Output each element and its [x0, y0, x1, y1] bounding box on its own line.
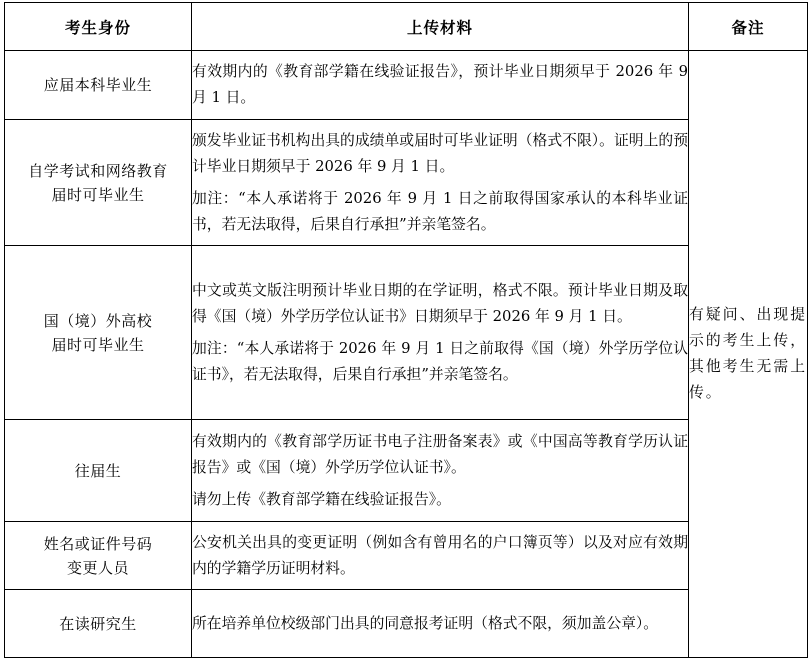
identity-cell — [5, 420, 192, 522]
table-row — [5, 420, 808, 522]
materials-cell — [192, 590, 689, 658]
identity-line: 自学考试和网络教育 — [28, 161, 168, 180]
header-row — [5, 3, 808, 51]
table-row — [5, 246, 808, 420]
identity-line: 应届本科毕业生 — [43, 76, 153, 94]
remark-text: 有疑问、出现提示的考生上传，其他考生无需上传。 — [689, 306, 807, 401]
identity-cell — [5, 522, 192, 590]
header-identity: 考生身份 — [5, 3, 192, 51]
materials-paragraph: 有效期内的《教育部学籍在线验证报告》，预计毕业日期须早于 2026 年 9 月 1 日。 — [192, 63, 688, 106]
materials-paragraph: 所在培养单位校级部门出具的同意报考证明（格式不限，须加盖公章）。 — [192, 614, 659, 632]
materials-note: 请勿上传《教育部学籍在线验证报告》。 — [192, 490, 451, 508]
table-row — [5, 522, 808, 590]
identity-cell — [5, 590, 192, 658]
materials-paragraph: 有效期内的《教育部学历证书电子注册备案表》或《中国高等教育学历认证报告》或《国（境）外学历学位认证书》。 — [192, 432, 688, 476]
identity-line: 届时可毕业生 — [51, 185, 145, 204]
identity-line: 姓名或证件号码 — [43, 534, 153, 553]
identity-line: 在读研究生 — [59, 614, 137, 633]
header-materials: 上传材料 — [192, 3, 689, 51]
table-row — [5, 51, 808, 120]
identity-line: 变更人员 — [66, 558, 129, 577]
table-row — [5, 590, 808, 658]
materials-cell — [192, 120, 689, 246]
identity-line: 国（境）外高校 — [43, 311, 153, 330]
materials-note: 加注：“本人承诺将于 2026 年 9 月 1 日之前取得《国（境）外学历学位认证书》，若无法取得，后果自行承担”并亲笔签名。 — [192, 339, 688, 383]
identity-cell — [5, 51, 192, 120]
upload-materials-table — [4, 2, 808, 658]
materials-paragraph: 公安机关出具的变更证明（例如含有曾用名的户口簿页等）以及对应有效期内的学籍学历证明材料。 — [192, 533, 688, 577]
materials-cell — [192, 420, 689, 522]
remark-cell — [689, 51, 808, 658]
materials-cell — [192, 51, 689, 120]
materials-cell — [192, 246, 689, 420]
materials-paragraph: 中文或英文版注明预计毕业日期的在学证明，格式不限。预计毕业日期及取得《国（境）外学历学位认证书》日期须早于 2026 年 9 月 1 日。 — [192, 281, 688, 325]
table-row — [5, 120, 808, 246]
header-remark: 备注 — [689, 3, 808, 51]
materials-paragraph: 颁发毕业证书机构出具的成绩单或届时可毕业证明（格式不限）。证明上的预计毕业日期须早于 2026 年 9 月 1 日。 — [192, 131, 688, 175]
materials-cell — [192, 522, 689, 590]
identity-line: 届时可毕业生 — [51, 335, 145, 354]
identity-cell — [5, 120, 192, 246]
identity-line: 往届生 — [74, 461, 122, 480]
identity-cell — [5, 246, 192, 420]
materials-note: 加注：“本人承诺将于 2026 年 9 月 1 日之前取得国家承认的本科毕业证书，若无法取得，后果自行承担”并亲笔签名。 — [192, 189, 688, 233]
